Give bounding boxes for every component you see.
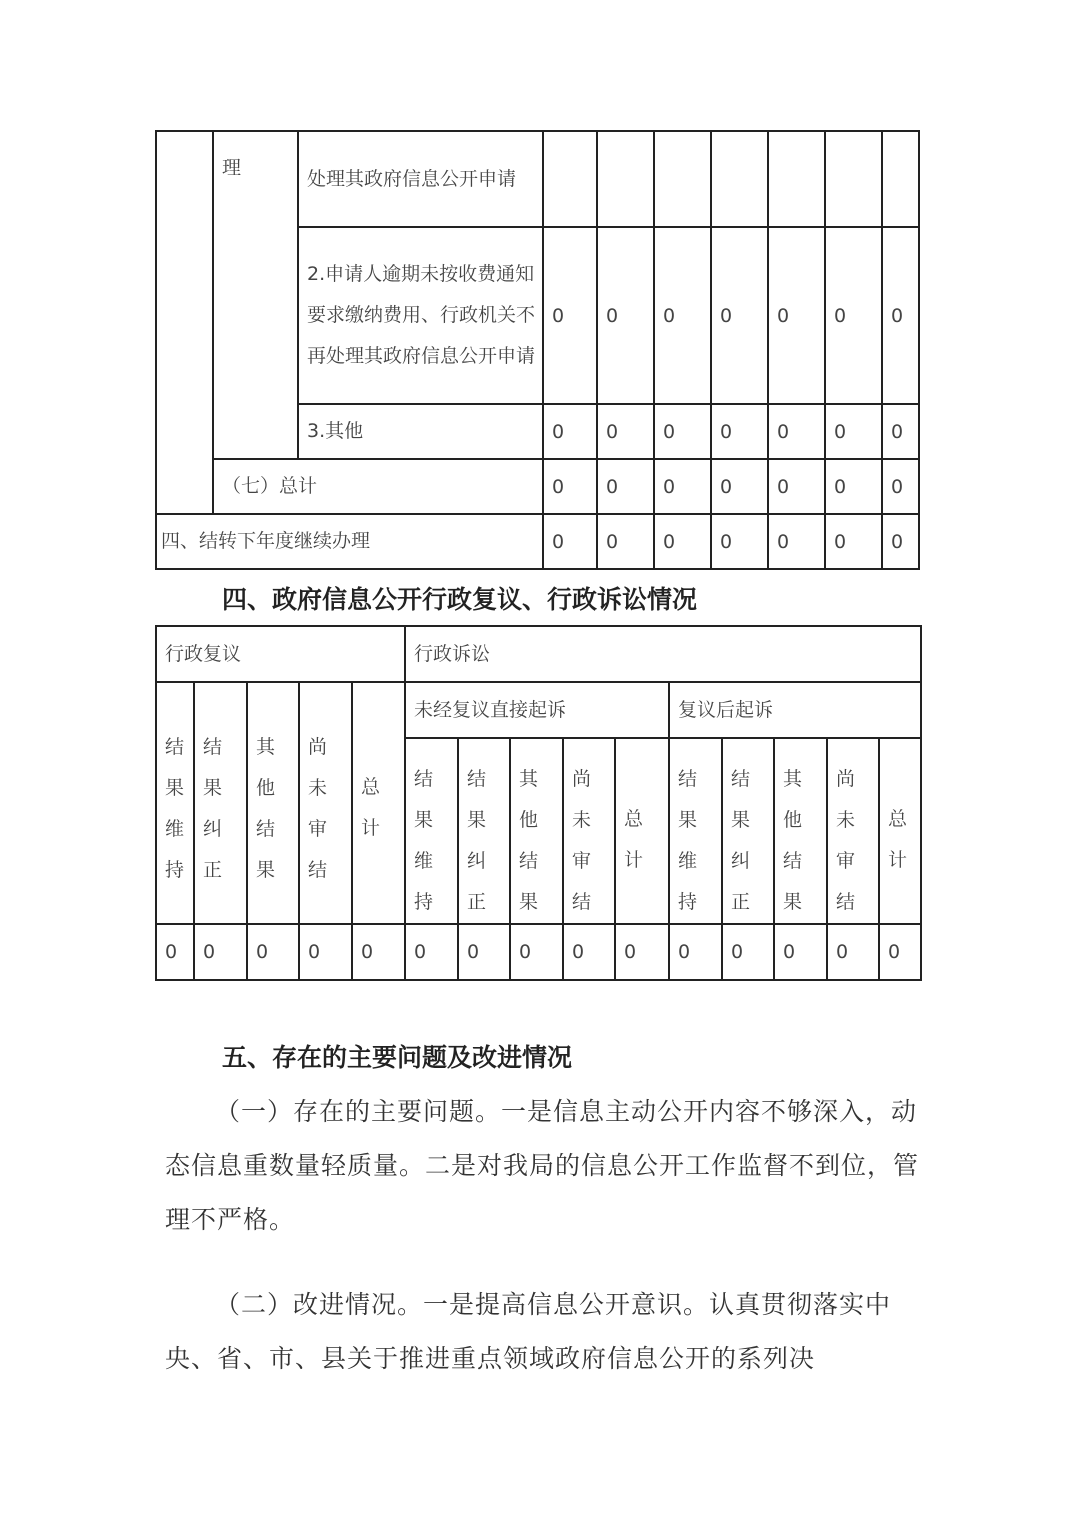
value-cell: 0 xyxy=(247,924,299,980)
value-cell: 0 xyxy=(405,924,458,980)
after-review-col-label xyxy=(827,738,879,924)
review-header: 行政复议 xyxy=(156,626,405,682)
direct-col-label xyxy=(405,738,458,924)
direct-suit-header: 未经复议直接起诉 xyxy=(405,682,669,738)
value-cell: 0 xyxy=(597,514,654,569)
value-cell: 0 xyxy=(615,924,669,980)
total-label: （七）总计 xyxy=(213,459,543,514)
value-cell: 0 xyxy=(882,514,919,569)
value-cell: 0 xyxy=(825,514,882,569)
value-cell: 0 xyxy=(711,404,768,459)
value-cell xyxy=(543,131,597,227)
value-cell: 0 xyxy=(352,924,405,980)
after-review-header: 复议后起诉 xyxy=(669,682,921,738)
value-cell xyxy=(597,131,654,227)
value-cell: 0 xyxy=(774,924,827,980)
value-cell: 0 xyxy=(597,227,654,404)
problems-paragraph xyxy=(165,1085,925,1247)
group-label: 理 xyxy=(222,157,242,179)
litigation-header: 行政诉讼 xyxy=(405,626,921,682)
col-label-text: 结果维持 xyxy=(414,768,434,913)
value-cell: 0 xyxy=(563,924,615,980)
value-cell: 0 xyxy=(543,514,597,569)
col-label-text: 其他结果 xyxy=(783,768,803,913)
col-label-text: 其他结果 xyxy=(519,768,539,913)
problems-text: （一）存在的主要问题。一是信息主动公开内容不够深入，动态信息重数量轻质量。二是对我局的信息公开工作监督不到位，管理不严格。 xyxy=(165,1097,920,1234)
value-cell: 0 xyxy=(882,459,919,514)
value-cell: 0 xyxy=(768,459,825,514)
value-cell: 0 xyxy=(882,227,919,404)
col-label-text: 结果维持 xyxy=(165,736,185,881)
value-cell: 0 xyxy=(156,924,194,980)
col-label-text: 尚未审结 xyxy=(308,736,328,881)
value-cell xyxy=(654,131,711,227)
section5-title: 五、存在的主要问题及改进情况 xyxy=(222,1043,573,1072)
value-cell: 0 xyxy=(768,514,825,569)
value-cell: 0 xyxy=(510,924,563,980)
review-col-label xyxy=(156,682,194,924)
value-cell: 0 xyxy=(825,404,882,459)
direct-col-label xyxy=(458,738,510,924)
col-label-text: 其他结果 xyxy=(256,736,276,881)
value-cell: 0 xyxy=(711,459,768,514)
value-cell: 0 xyxy=(722,924,774,980)
direct-col-label xyxy=(510,738,563,924)
value-cell: 0 xyxy=(194,924,247,980)
value-cell: 0 xyxy=(543,404,597,459)
value-cell xyxy=(882,131,919,227)
value-cell: 0 xyxy=(543,459,597,514)
value-cell: 0 xyxy=(654,459,711,514)
col-label-text: 结果纠正 xyxy=(731,768,751,913)
after-review-col-label xyxy=(774,738,827,924)
value-cell: 0 xyxy=(654,404,711,459)
value-cell xyxy=(768,131,825,227)
outer-category-cell xyxy=(156,131,213,514)
review-col-label xyxy=(194,682,247,924)
col-label-text: 结果纠正 xyxy=(467,768,487,913)
value-cell: 0 xyxy=(711,514,768,569)
value-cell xyxy=(825,131,882,227)
disposition-table xyxy=(155,130,920,570)
value-cell: 0 xyxy=(827,924,879,980)
after-review-col-label xyxy=(722,738,774,924)
carryover-label: 四、结转下年度继续办理 xyxy=(156,514,543,569)
row-label: 3.其他 xyxy=(298,404,543,459)
value-cell: 0 xyxy=(768,227,825,404)
review-litigation-table xyxy=(155,625,922,981)
value-cell: 0 xyxy=(654,514,711,569)
value-cell: 0 xyxy=(879,924,921,980)
value-cell: 0 xyxy=(299,924,352,980)
row-label: 2.申请人逾期未按收费通知要求缴纳费用、行政机关不再处理其政府信息公开申请 xyxy=(298,227,543,404)
col-label-text: 总计 xyxy=(361,776,381,839)
review-col-label xyxy=(352,682,405,924)
value-cell: 0 xyxy=(458,924,510,980)
after-review-col-label xyxy=(669,738,722,924)
after-review-col-label xyxy=(879,738,921,924)
col-label-text: 尚未审结 xyxy=(836,768,856,913)
improvements-paragraph xyxy=(165,1278,925,1386)
value-cell: 0 xyxy=(597,459,654,514)
col-label-text: 结果纠正 xyxy=(203,736,223,881)
value-cell: 0 xyxy=(882,404,919,459)
group-label-cell xyxy=(213,131,298,459)
col-label-text: 尚未审结 xyxy=(572,768,592,913)
value-cell: 0 xyxy=(768,404,825,459)
section4-title: 四、政府信息公开行政复议、行政诉讼情况 xyxy=(222,585,698,614)
review-col-label xyxy=(299,682,352,924)
value-cell: 0 xyxy=(825,227,882,404)
value-cell: 0 xyxy=(654,227,711,404)
direct-col-label xyxy=(615,738,669,924)
value-cell: 0 xyxy=(597,404,654,459)
value-cell: 0 xyxy=(543,227,597,404)
value-cell: 0 xyxy=(669,924,722,980)
direct-col-label xyxy=(563,738,615,924)
value-cell: 0 xyxy=(825,459,882,514)
col-label-text: 总计 xyxy=(624,808,644,871)
review-col-label xyxy=(247,682,299,924)
row-label: 处理其政府信息公开申请 xyxy=(298,131,543,227)
value-cell xyxy=(711,131,768,227)
improvements-text: （二）改进情况。一是提高信息公开意识。认真贯彻落实中央、省、市、县关于推进重点领域政府信息公开的系列决 xyxy=(165,1290,892,1373)
col-label-text: 结果维持 xyxy=(678,768,698,913)
col-label-text: 总计 xyxy=(888,808,908,871)
value-cell: 0 xyxy=(711,227,768,404)
